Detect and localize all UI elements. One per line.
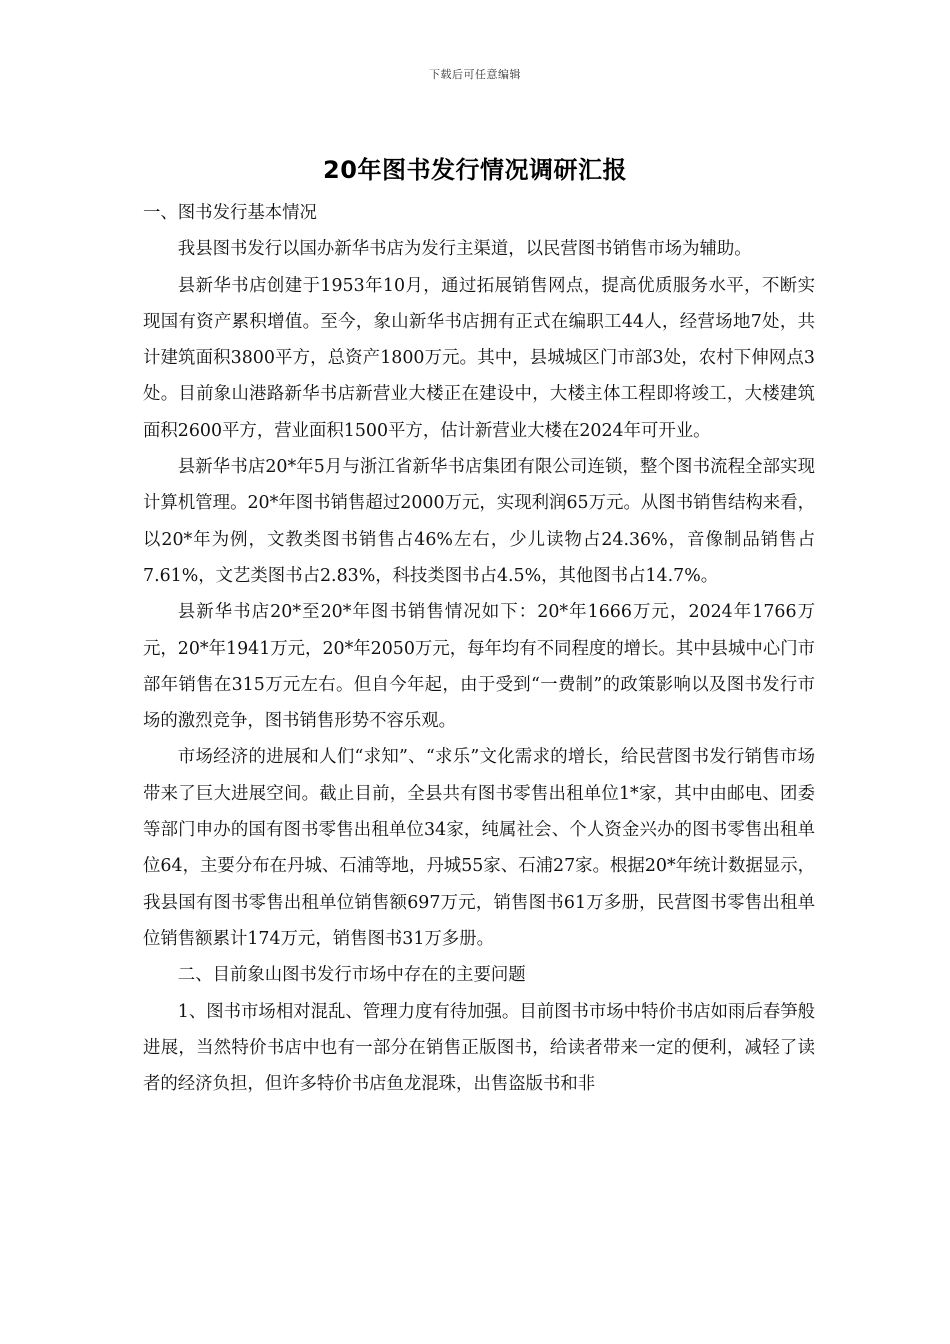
paragraph: 县新华书店20*年5月与浙江省新华书店集团有限公司连锁，整个图书流程全部实现计算机管理。20*年图书销售超过2000万元，实现利润65万元。从图书销售结构来看，以20*年为例，文教类图书销售占46%左右，少儿读物占24.36%，音像制品销售占7.61%，文艺类图书占2.83%，科技类图书占4.5%，其他图书占14.7%。	[143, 457, 815, 586]
paragraph: 我县图书发行以国办新华书店为发行主渠道，以民营图书销售市场为辅助。	[177, 239, 752, 260]
paragraph: 县新华书店创建于1953年10月，通过拓展销售网点，提高优质服务水平，不断实现国有资产累积增值。至今，象山新华书店拥有正式在编职工44人，经营场地7处，共计建筑面积3800平方，总资产1800万元。其中，县城城区门市部3处，农村下伸网点3处。目前象山港路新华书店新营业大楼正在建设中，大楼主体工程即将竣工，大楼建筑面积2600平方，营业面积1500平方，估计新营业大楼在2024年可开业。	[143, 275, 815, 441]
document-title: 20年图书发行情况调研汇报	[323, 156, 627, 184]
section-heading-1: 一、图书发行基本情况	[143, 203, 317, 223]
document-body	[143, 195, 815, 1102]
paragraph: 市场经济的进展和人们“求知”、“求乐”文化需求的增长，给民营图书发行销售市场带来了巨大进展空间。截止目前，全县共有图书零售出租单位1*家，其中由邮电、团委等部门申办的国有图书零售出租单位34家，纯属社会、个人资金兴办的图书零售出租单位64，主要分布在丹城、石浦等地，丹城55家、石浦27家。根据20*年统计数据显示，我县国有图书零售出租单位销售额697万元，销售图书61万多册，民营图书零售出租单位销售额累计174万元，销售图书31万多册。	[143, 747, 815, 949]
section-heading-2: 二、目前象山图书发行市场中存在的主要问题	[177, 965, 526, 986]
paragraph: 县新华书店20*至20*年图书销售情况如下：20*年1666万元，2024年1766万元，20*年1941万元，20*年2050万元，每年均有不同程度的增长。其中县城中心门市部年销售在315万元左右。但自今年起，由于受到“一费制”的政策影响以及图书发行市场的激烈竞争，图书销售形势不容乐观。	[143, 602, 815, 732]
paragraph: 1、图书市场相对混乱、管理力度有待加强。目前图书市场中特价书店如雨后春笋般进展，当然特价书店中也有一部分在销售正版图书，给读者带来一定的便利，减轻了读者的经济负担，但许多特价书店鱼龙混珠，出售盗版书和非	[143, 1001, 815, 1095]
header-note: 下载后可任意编辑	[429, 68, 521, 81]
